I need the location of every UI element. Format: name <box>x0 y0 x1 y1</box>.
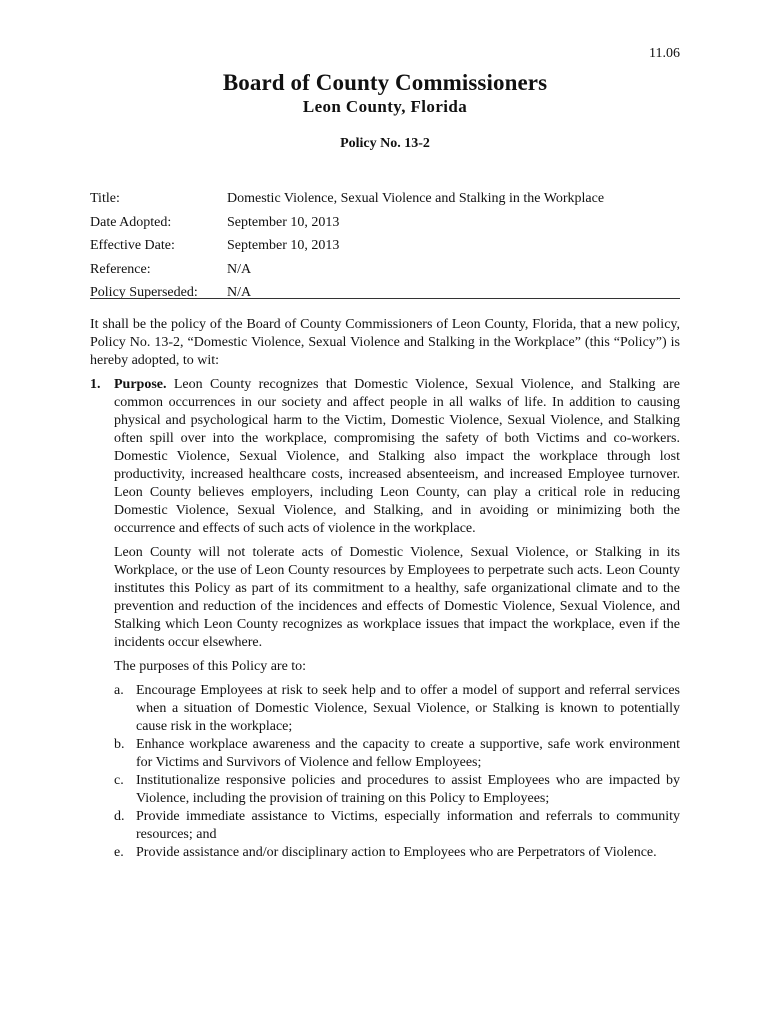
intro-paragraph: It shall be the policy of the Board of County Commissioners of Leon County, Florida, that a new policy, Policy No. 13-2, “Domestic Violence, Sexual Violence and Stalking in the Workplace” (this “Policy”) is hereby adopted, to wit: <box>90 317 680 368</box>
section-heading: Purpose. <box>114 377 167 392</box>
meta-label: Reference: <box>90 261 151 277</box>
purpose-paragraph-2: Leon County will not tolerate acts of Domestic Violence, Sexual Violence, or Stalking in its Workplace, or the use of Leon County resources by Employees to perpetrate such acts. Leon County institutes this Policy as part of its commitment to a healthy, safe organizational climate and to the prevention and reduction of the incidences and effects of Domestic Violence, Sexual Violence, and Stalking which Leon County recognizes as workplace issues that impact the workplace, even if the incidents occur elsewhere. <box>114 545 680 650</box>
section-content <box>114 376 680 862</box>
list-item <box>114 736 680 772</box>
meta-row-date-adopted <box>90 214 680 238</box>
policy-number: Policy No. 13-2 <box>340 136 430 151</box>
meta-value: Domestic Violence, Sexual Violence and Stalking in the Workplace <box>227 191 605 206</box>
list-item-text: Provide assistance and/or disciplinary action to Employees who are Perpetrators of Violence. <box>136 845 657 860</box>
list-item-text: Provide immediate assistance to Victims, especially information and referrals to community resources; and <box>136 809 680 842</box>
list-item <box>114 772 680 808</box>
purpose-paragraph-1 <box>114 376 680 538</box>
list-marker: b. <box>114 737 125 752</box>
purposes-intro: The purposes of this Policy are to: <box>114 659 307 674</box>
policy-metadata <box>90 190 680 308</box>
meta-value: September 10, 2013 <box>227 238 340 253</box>
section-number: 1. <box>90 377 101 392</box>
list-item <box>114 808 680 844</box>
list-marker: d. <box>114 809 125 824</box>
divider <box>90 298 680 299</box>
meta-value: N/A <box>227 285 252 300</box>
list-item-text: Encourage Employees at risk to seek help and to offer a model of support and referral services when a situation of Domestic Violence, Sexual Violence, or Stalking is known to potentially cause risk in the workplace; <box>136 683 680 734</box>
list-item <box>114 682 680 736</box>
meta-row-effective-date <box>90 237 680 261</box>
policy-body <box>90 316 680 862</box>
meta-row-reference <box>90 261 680 285</box>
meta-label: Policy Superseded: <box>90 285 198 300</box>
meta-value: N/A <box>227 261 252 277</box>
meta-row-title <box>90 190 680 214</box>
document-subtitle: Leon County, Florida <box>302 97 468 116</box>
meta-label: Date Adopted: <box>90 214 172 230</box>
section-purpose <box>90 376 680 862</box>
list-item <box>114 844 680 862</box>
list-marker: e. <box>114 845 124 860</box>
document-title: Board of County Commissioners <box>222 70 548 95</box>
meta-value: September 10, 2013 <box>227 214 340 230</box>
page-number: 11.06 <box>649 46 680 61</box>
list-item-text: Enhance workplace awareness and the capacity to create a supportive, safe work environment for Victims and Survivors of Violence and fellow Employees; <box>136 737 680 770</box>
paragraph-text: Leon County recognizes that Domestic Violence, Sexual Violence, and Stalking are common occurrences in our society and affect people in all walks of life. In addition to causing physical and psychological harm to the Victim, Domestic Violence, Sexual Violence, and Stalking often spill over into the workplace, compromising the safety of both Victims and co-workers. Domestic Violence, Sexual Violence, and Stalking also impact the workplace through lost productivity, increased healthcare costs, increased absenteeism, and increased Employee turnover. Leon County believes employers, including Leon County, can play a critical role in reducing Domestic Violence, Sexual Violence, and Stalking, and in avoiding or minimizing both the occurrence and effects of such acts of violence in the workplace. <box>114 377 681 536</box>
list-item-text: Institutionalize responsive policies and procedures to assist Employees who are impacted by Violence, including the provision of training on this Policy to Employees; <box>136 773 680 806</box>
meta-label: Effective Date: <box>90 238 175 253</box>
meta-row-superseded <box>90 284 680 308</box>
meta-label: Title: <box>90 191 120 206</box>
list-marker: c. <box>114 773 124 788</box>
list-marker: a. <box>114 683 124 698</box>
purposes-list <box>114 682 680 862</box>
